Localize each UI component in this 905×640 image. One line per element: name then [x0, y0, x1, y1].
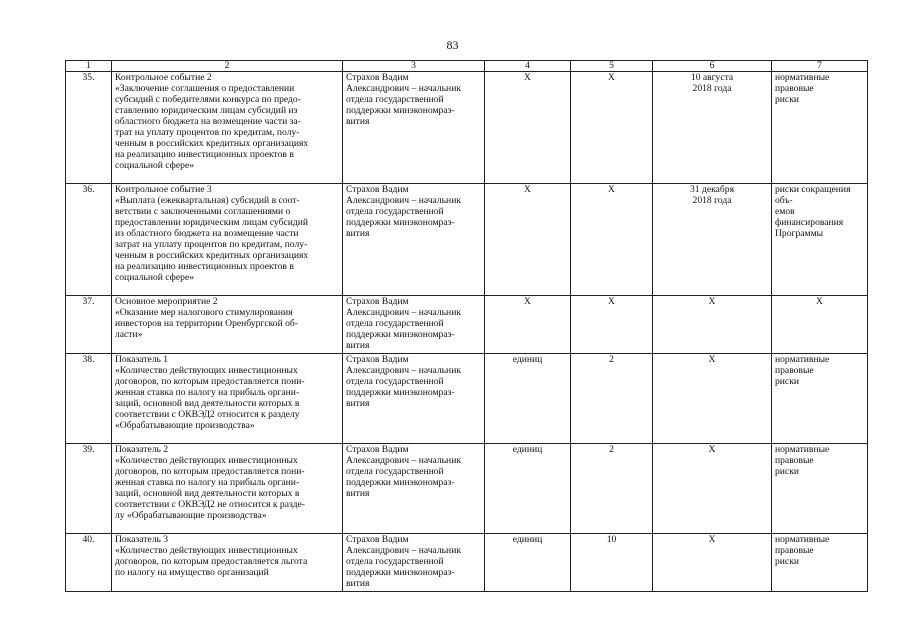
column-number: 3	[343, 61, 485, 72]
table-row	[66, 72, 868, 184]
row-number: 38.	[66, 354, 112, 444]
unit-cell: единиц	[485, 444, 571, 534]
responsible-person: Страхов Вадим Александрович – начальник отдела государственной поддержки минэкономраз- вития	[343, 354, 485, 444]
value-cell: 2	[571, 354, 653, 444]
deadline-cell: Х	[653, 296, 772, 354]
unit-cell: Х	[485, 184, 571, 296]
table-row	[66, 354, 868, 444]
column-number: 1	[66, 61, 112, 72]
table-row	[66, 534, 868, 592]
row-number: 37.	[66, 296, 112, 354]
risks-cell: Х	[772, 296, 868, 354]
risks-cell: нормативные правовые риски	[772, 72, 868, 184]
column-number: 5	[571, 61, 653, 72]
table-row	[66, 444, 868, 534]
table-row	[66, 184, 868, 296]
item-description: Контрольное событие 2 «Заключение соглашения о предоставлении субсидий с победителями конкурса по предо- ставлению юридическим лицам субсидий из областного бюджета на возмещение части за- трат на уплату процентов по кредитам, полу- ченным в российских кредитных организациях на реализацию инвестиционных проектов в социальной сфере»	[112, 72, 343, 184]
row-number: 40.	[66, 534, 112, 592]
program-events-table	[65, 60, 868, 592]
row-number: 36.	[66, 184, 112, 296]
row-number: 39.	[66, 444, 112, 534]
column-number: 6	[653, 61, 772, 72]
responsible-person: Страхов Вадим Александрович – начальник отдела государственной поддержки минэкономраз- вития	[343, 296, 485, 354]
risks-cell: нормативные правовые риски	[772, 444, 868, 534]
item-description: Показатель 3 «Количество действующих инвестиционных договоров, по которым предоставляется льгота по налогу на имущество организаций	[112, 534, 343, 592]
responsible-person: Страхов Вадим Александрович – начальник отдела государственной поддержки минэкономраз- вития	[343, 184, 485, 296]
unit-cell: Х	[485, 296, 571, 354]
risks-cell: нормативные правовые риски	[772, 354, 868, 444]
deadline-cell: Х	[653, 534, 772, 592]
column-number: 4	[485, 61, 571, 72]
item-description: Показатель 1 «Количество действующих инвестиционных договоров, по которым предоставляется пони- женная ставка по налогу на прибыль органи- заций, основной вид деятельности которых в соответствии с ОКВЭД2 относится к разделу «Обрабатывающие производства»	[112, 354, 343, 444]
responsible-person: Страхов Вадим Александрович – начальник отдела государственной поддержки минэкономраз- вития	[343, 72, 485, 184]
item-description: Основное мероприятие 2 «Оказание мер налогового стимулирования инвесторов на территории Оренбургской об- ласти»	[112, 296, 343, 354]
value-cell: Х	[571, 296, 653, 354]
responsible-person: Страхов Вадим Александрович – начальник отдела государственной поддержки минэкономраз- вития	[343, 444, 485, 534]
unit-cell: Х	[485, 72, 571, 184]
value-cell: Х	[571, 72, 653, 184]
unit-cell: единиц	[485, 534, 571, 592]
column-number: 2	[112, 61, 343, 72]
row-number: 35.	[66, 72, 112, 184]
value-cell: 10	[571, 534, 653, 592]
item-description: Контрольное событие 3 «Выплата (ежеквартальная) субсидий в соот- ветствии с заключенными соглашениями о предоставлении юридическим лицам субсидий из областного бюджета на возмещение части затрат на уплату процентов по кредитам, полу- ченным в российских кредитных организациях на реализацию инвестиционных проектов в социальной сфере»	[112, 184, 343, 296]
deadline-cell: Х	[653, 354, 772, 444]
deadline-cell: 31 декабря 2018 года	[653, 184, 772, 296]
unit-cell: единиц	[485, 354, 571, 444]
page-number: 83	[446, 38, 459, 52]
item-description: Показатель 2 «Количество действующих инвестиционных договоров, по которым предоставляется пони- женная ставка по налогу на прибыль органи- заций, основной вид деятельности которых в соответствии с ОКВЭД2 не относится к разде- лу «Обрабатывающие производства»	[112, 444, 343, 534]
deadline-cell: Х	[653, 444, 772, 534]
table-row	[66, 296, 868, 354]
column-number: 7	[772, 61, 868, 72]
value-cell: 2	[571, 444, 653, 534]
column-number-row	[66, 61, 868, 72]
risks-cell: нормативные правовые риски	[772, 534, 868, 592]
value-cell: Х	[571, 184, 653, 296]
deadline-cell: 10 августа 2018 года	[653, 72, 772, 184]
risks-cell: риски сокращения объ- емов финансирования Программы	[772, 184, 868, 296]
responsible-person: Страхов Вадим Александрович – начальник отдела государственной поддержки минэкономраз- вития	[343, 534, 485, 592]
